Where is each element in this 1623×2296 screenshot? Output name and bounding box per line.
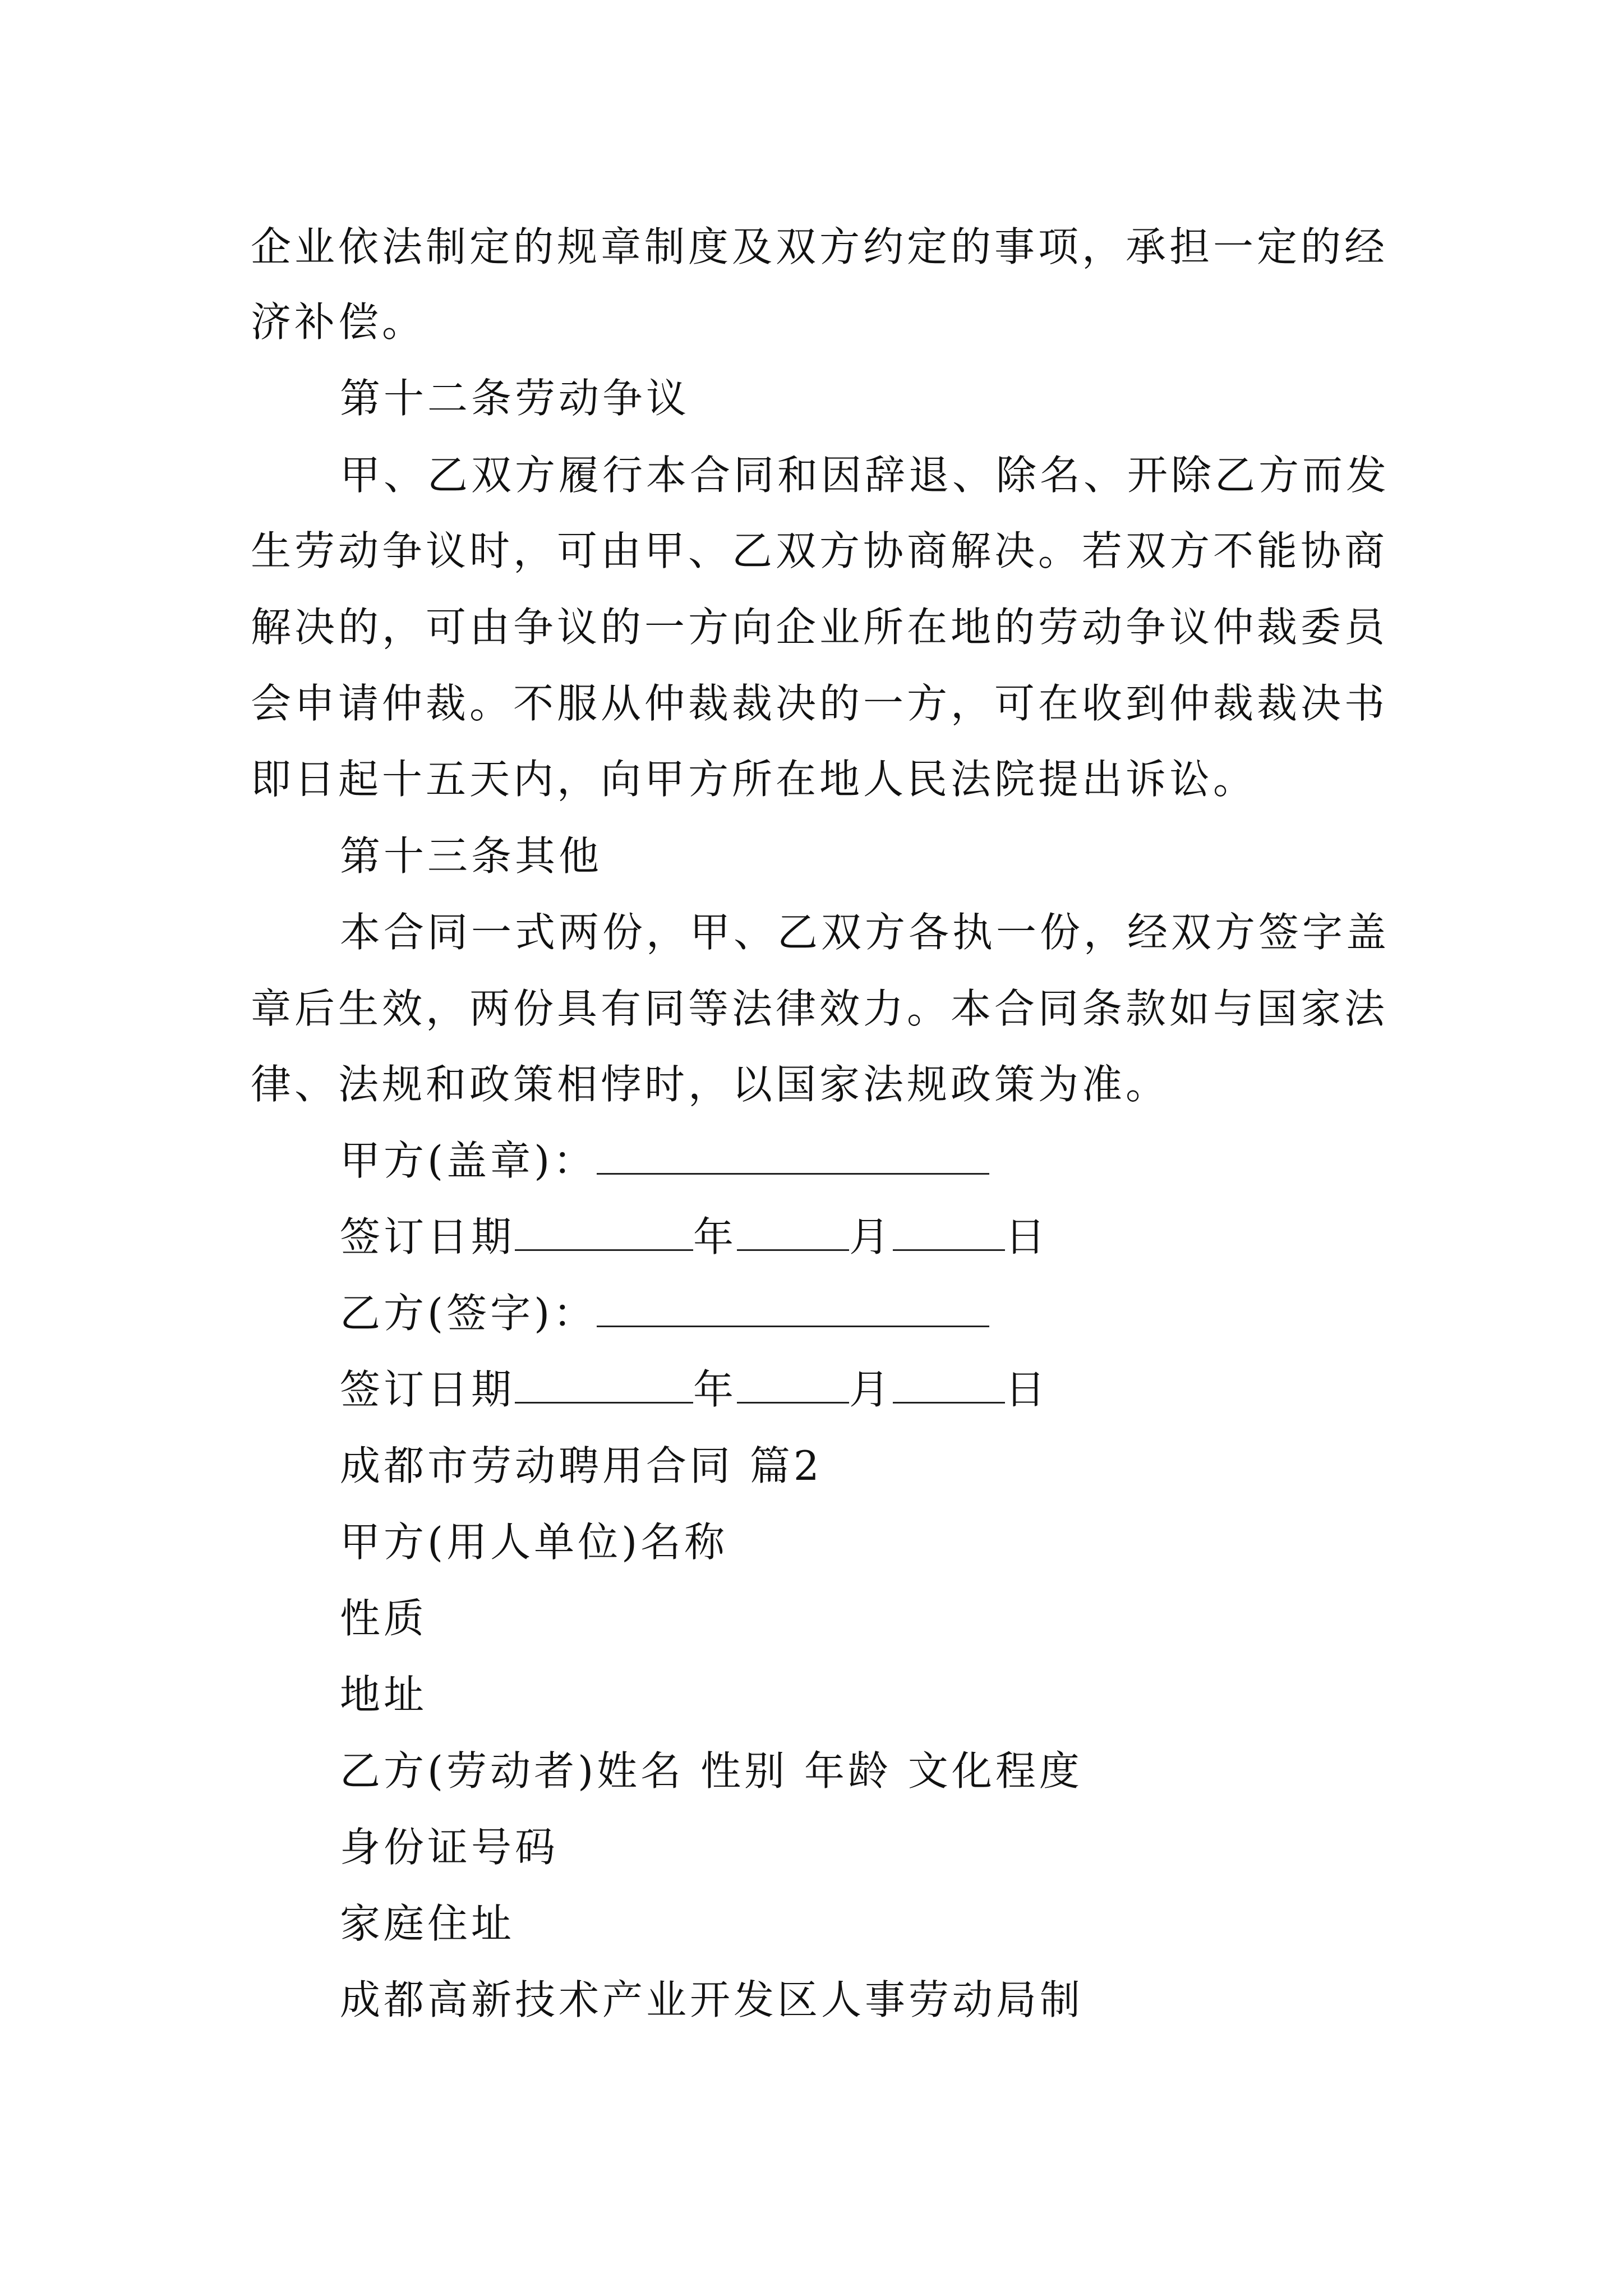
year-blank: [515, 1204, 693, 1251]
body-line: 章后生效，两份具有同等法律效力。本合同条款如与国家法: [251, 985, 1389, 1032]
body-line: 解决的，可由争议的一方向企业所在地的劳动争议仲裁委员: [251, 604, 1389, 651]
body-line: 即日起十五天内，向甲方所在地人民法院提出诉讼。: [251, 756, 1257, 803]
section-title: 成都市劳动聘用合同 篇2: [340, 1442, 823, 1489]
field-employer-name: 甲方(用人单位)名称: [340, 1519, 728, 1566]
year-blank: [515, 1357, 693, 1404]
month-blank: [737, 1204, 849, 1251]
body-line: 甲、乙双方履行本合同和因辞退、除名、开除乙方而发: [340, 452, 1390, 499]
day-blank: [893, 1357, 1005, 1404]
party-b-sign-line: 乙方(签字)：: [340, 1274, 1623, 1352]
body-line: 生劳动争议时，可由甲、乙双方协商解决。若双方不能协商: [251, 527, 1389, 574]
clause-heading: 第十三条其他: [340, 832, 603, 880]
party-a-seal-blank: [597, 1128, 989, 1175]
party-a-seal-line: 甲方(盖章)：: [340, 1122, 1623, 1199]
body-line: 律、法规和政策相悖时，以国家法规政策为准。: [251, 1061, 1170, 1108]
field-nature: 性质: [340, 1595, 428, 1642]
sign-date-line-b: 签订日期 年 月 日: [340, 1351, 1623, 1428]
month-blank: [737, 1357, 849, 1404]
day-blank: [893, 1204, 1005, 1251]
body-line: 本合同一式两份，甲、乙双方各执一份，经双方签字盖: [340, 909, 1390, 956]
body-line: 企业依法制定的规章制度及双方约定的事项，承担一定的经: [251, 223, 1389, 270]
field-address: 地址: [340, 1671, 428, 1718]
issuer-line: 成都高新技术产业开发区人事劳动局制: [340, 1976, 1084, 2023]
body-line: 会申请仲裁。不服从仲裁裁决的一方，可在收到仲裁裁决书: [251, 680, 1389, 727]
field-home-address: 家庭住址: [340, 1900, 515, 1947]
field-id-number: 身份证号码: [340, 1824, 559, 1871]
field-employee-info: 乙方(劳动者)姓名 性别 年龄 文化程度: [340, 1747, 1083, 1795]
body-line: 济补偿。: [251, 298, 426, 346]
sign-date-line-a: 签订日期 年 月 日: [340, 1198, 1623, 1276]
clause-heading: 第十二条劳动争议: [340, 375, 690, 422]
party-b-sign-blank: [597, 1281, 989, 1327]
